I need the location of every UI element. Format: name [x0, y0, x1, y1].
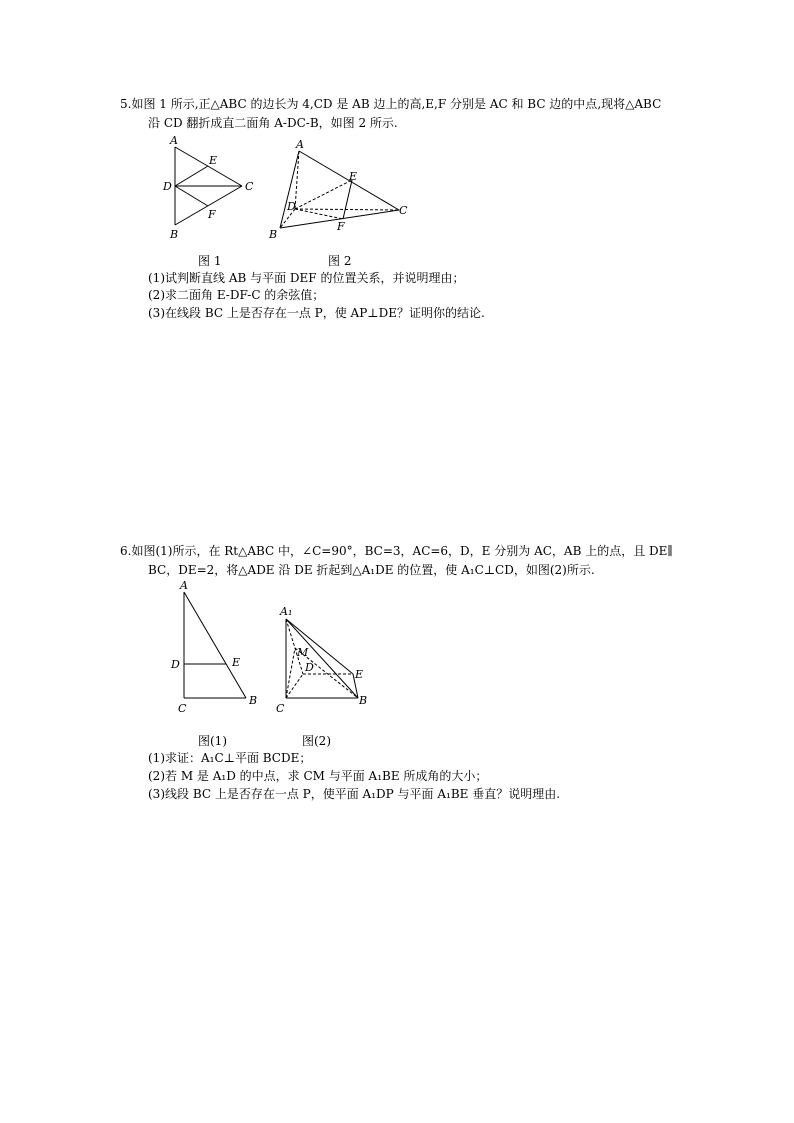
p5-stem-line1: 5.如图 1 所示,正△ABC 的边长为 4,CD 是 AB 边上的高,E,F 分别是 AC 和 BC 边的中点,现将△ABC [120, 97, 662, 111]
p6-fig2-caption: 图(2) [302, 734, 331, 748]
p6-figure-2 [270, 600, 380, 720]
p5-question-1: (1)试判断直线 AB 与平面 DEF 的位置关系，并说明理由； [148, 271, 465, 285]
p6-fig2-label-e: E [355, 668, 364, 681]
p6-question-1: (1)求证：A₁C⊥平面 BCDE； [148, 751, 312, 765]
p6-fig1-caption: 图(1) [198, 734, 227, 748]
p5-fig2-label-f: F [337, 220, 345, 233]
p6-fig2-label-a1: A₁ [280, 605, 293, 618]
p5-fig1-label-d: D [163, 180, 172, 193]
p6-fig1-label-e: E [232, 656, 241, 669]
p6-fig2-label-c: C [276, 702, 285, 715]
p5-fig2-label-e: E [349, 170, 358, 183]
p6-fig1-label-b: B [249, 694, 258, 707]
p5-fig2-label-d: D [287, 200, 296, 213]
p6-fig1-label-d: D [171, 658, 180, 671]
p6-stem-line2: BC，DE=2，将△ADE 沿 DE 折起到△A₁DE 的位置，使 A₁C⊥CD，如图(2)所示. [148, 563, 595, 577]
p5-question-3: (3)在线段 BC 上是否存在一点 P，使 AP⊥DE？证明你的结论. [148, 306, 485, 320]
p6-fig1-label-c: C [178, 702, 187, 715]
p5-fig1-label-b: B [170, 228, 179, 241]
p5-question-2: (2)求二面角 E-DF-C 的余弦值； [148, 288, 325, 302]
p5-fig2-label-a: A [296, 138, 304, 151]
p5-fig1-label-e: E [209, 154, 218, 167]
p6-question-3: (3)线段 BC 上是否存在一点 P，使平面 A₁DP 与平面 A₁BE 垂直？说明理由. [148, 787, 561, 801]
p5-fig1-label-c: C [245, 180, 254, 193]
p5-fig1-label-a: A [170, 134, 178, 147]
p6-fig2-label-d: D [305, 661, 314, 674]
p5-figure-2 [265, 138, 415, 243]
p5-fig1-label-f: F [208, 208, 216, 221]
p6-figure-1 [168, 580, 268, 720]
p6-fig2-label-m: M [297, 646, 309, 659]
p6-fig2-label-b: B [359, 694, 368, 707]
p5-fig1-caption: 图 1 [198, 254, 222, 268]
p6-stem-line1: 6.如图(1)所示，在 Rt△ABC 中，∠C=90°，BC=3，AC=6，D，E 分别为 AC，AB 上的点，且 DE∥ [120, 544, 673, 558]
p5-stem-line2: 沿 CD 翻折成直二面角 A-DC-B，如图 2 所示. [148, 116, 398, 130]
p5-fig2-label-c: C [399, 204, 408, 217]
p6-question-2: (2)若 M 是 A₁D 的中点，求 CM 与平面 A₁BE 所成角的大小； [148, 769, 488, 783]
p5-fig2-label-b: B [269, 228, 278, 241]
p6-fig1-label-a: A [180, 579, 188, 592]
p5-fig2-caption: 图 2 [328, 254, 352, 268]
p5-figure-1 [160, 134, 260, 244]
